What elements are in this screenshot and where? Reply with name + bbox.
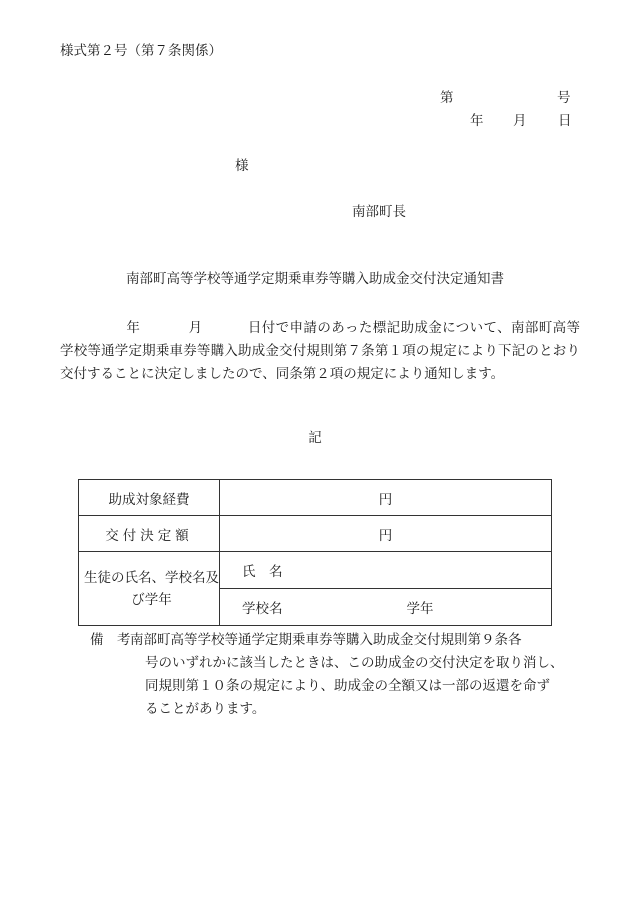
remarks-line-1: 南部町高等学校等通学定期乗車券等購入助成金交付規則第９条各 xyxy=(130,632,522,648)
eligible-cost-value: 円 xyxy=(220,480,552,516)
issuer-name: 南部町長 xyxy=(352,204,406,220)
date-year-label: 年 xyxy=(470,113,484,129)
addressee-honorific: 様 xyxy=(235,158,249,174)
body-text: 日付で申請のあった標記助成金について、南部町高等学校等通学定期乗車券等購入助成金交付規則第７条第１項の規定により下記のとおり交付することに決定しましたので、同条第２項の規定により通知します。 xyxy=(60,320,581,382)
document-title: 南部町高等学校等通学定期乗車券等購入助成金交付決定通知書 xyxy=(126,271,504,287)
ki-heading: 記 xyxy=(308,430,322,446)
grade-label: 学年 xyxy=(406,601,434,617)
school-name-label: 学校名 xyxy=(242,601,283,617)
body-paragraph xyxy=(60,317,580,386)
date-month-label: 月 xyxy=(513,113,527,129)
remarks-line-2: 号のいずれかに該当したときは、この助成金の交付決定を取り消し、 xyxy=(145,655,564,671)
decided-amount-value: 円 xyxy=(220,516,552,552)
form-number: 様式第２号（第７条関係） xyxy=(60,43,222,59)
table-row-decided-amount xyxy=(79,516,552,552)
remarks-line-4: ることがあります。 xyxy=(145,701,266,717)
student-name-field: 氏 名 xyxy=(220,552,552,589)
details-table xyxy=(78,479,552,626)
document-number-suffix: 号 xyxy=(557,90,571,106)
document-number-prefix: 第 xyxy=(440,90,454,106)
school-grade-field xyxy=(220,589,552,626)
table-row-student-name xyxy=(79,552,552,589)
body-year-label: 年 xyxy=(126,320,141,336)
remarks-line-3: 同規則第１０条の規定により、助成金の全額又は一部の返還を命ず xyxy=(145,678,550,694)
decided-amount-label: 交付決定額 xyxy=(79,516,220,552)
date-day-label: 日 xyxy=(558,113,572,129)
table-row-eligible-cost xyxy=(79,480,552,516)
remarks-text xyxy=(130,629,580,721)
eligible-cost-label: 助成対象経費 xyxy=(79,480,220,516)
student-info-label: 生徒の氏名、学校名及び学年 xyxy=(79,552,220,626)
remarks-heading: 備 考 xyxy=(90,632,131,648)
body-month-label: 月 xyxy=(188,320,203,336)
